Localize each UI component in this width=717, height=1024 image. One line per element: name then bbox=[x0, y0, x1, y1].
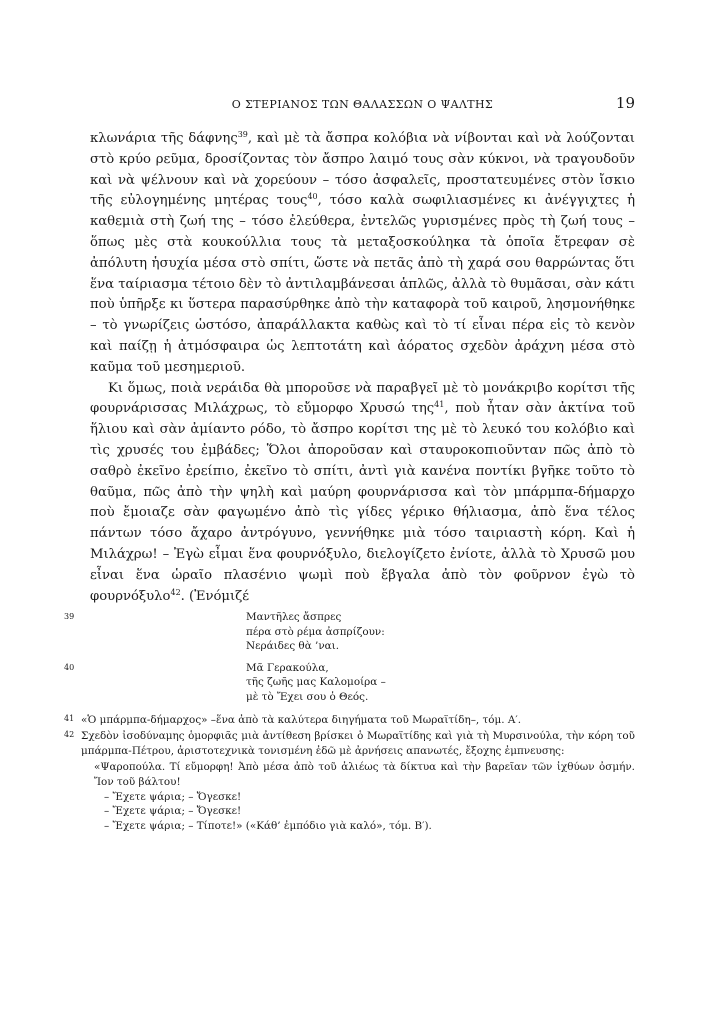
paragraph-text: Κι ὅμως, ποιὰ νεράιδα θὰ μποροῦσε νὰ παραβγεῖ μὲ τὸ μονάκριβο κορίτσι τῆς φουρνάρισσας Μιλάχρως, τὸ εὔμορφο Χρυσώ της bbox=[90, 380, 635, 417]
quote-text: «Ψαροπούλα. Τί εὔμορφη! Ἀπὸ μέσα ἀπὸ τοῦ ἁλιέως τὰ δίκτυα καὶ τὴν βαρεῖαν τῶν ἰχθύων ὀσμήν. Ἴον τοῦ βάλτου! bbox=[94, 761, 635, 788]
footnote-ref-42: 42 bbox=[170, 587, 181, 597]
footnote-40 bbox=[64, 661, 635, 705]
footnote-number: 42 bbox=[64, 730, 75, 740]
running-head bbox=[90, 96, 635, 114]
paragraph-text: , ποὺ ἦταν σὰν ἀκτίνα τοῦ ἥλιου καὶ σὰν ἀμίαντο ρόδο, τὸ ἄσπρο κορίτσι της μὲ τὸ λευκό του κολόβιο καὶ τὶς χρυσές του ἐμβάδες; Ὅλοι ἀποροῦσαν καὶ σταυροκοπιοῦνταν πῶς ἀπὸ τὸ σαθρὸ ἐκεῖνο ἐρείπιο, ἐκεῖνο τὸ σπίτι, ἀντὶ γιὰ κανένα ποντίκι βγῆκε τοῦτο τὸ θαῦμα, πῶς ἀπὸ τὴν ψηλὴ καὶ μαύρη φουρνάρισσα καὶ τὸν μπάρμπα-δήμαρχο ποὺ ἔμοιαζε σὰν φαγωμένο ἀπὸ τὶς γίδες γέρικο θήλιασμα, ἀπὸ ἕνα τέλος πάντων τόσο ἄχαρο ἀντρόγυνο, γεννήθηκε μιὰ τόσο ταιριαστὴ κόρη. Καὶ ἡ Μιλάχρω! – Ἐγὼ εἶμαι ἕνα φουρνόξυλο, διελογίζετο ἐνίοτε, ἀλλὰ τὸ Χρυσῶ μου εἶναι ἕνα ὡραῖο πλασένιο ψωμὶ ποὺ ἔβγαλα ἀπὸ τὸν φοῦρνον ἐγὼ τὸ φουρνόξυλο bbox=[90, 401, 635, 604]
paragraph-text: . (Ἐνόμιζέ bbox=[180, 588, 250, 604]
footnote-number: 41 bbox=[64, 713, 75, 723]
verse-line: Μᾶ Γερακούλα, bbox=[246, 661, 329, 674]
paragraph-2 bbox=[90, 379, 635, 608]
paragraph-1 bbox=[90, 129, 635, 379]
footnote-text: «Ὁ μπάρμπα-δήμαρχος» –ἕνα ἀπὸ τὰ καλύτερα διηγήματα τοῦ Μωραϊτίδη–, τόμ. Α′. bbox=[81, 713, 522, 726]
footnote-39 bbox=[64, 610, 635, 654]
dialogue-line: – Ἔχετε ψάρια; – Ὄγεσκε! bbox=[104, 805, 242, 818]
paragraph-text: , καὶ μὲ τὰ ἄσπρα κολόβια νὰ νίβονται καὶ νὰ λούζονται στὸ κρύο ρεῦμα, δροσίζοντας τὸν ἄσπρο λαιμό τους σὰν κύκνοι, νὰ τραγουδοῦν καὶ νὰ ψέλνουν καὶ νὰ χορεύουν – τόσο ἀσφαλεῖς, προστατευμένες στὸν ἴσκιο τῆς εὐλογημένης μητέρας τους bbox=[90, 131, 635, 209]
dialogue-line: – Ἔχετε ψάρια; – Τίποτε!» («Κάθ’ ἐμπόδιο γιὰ καλό», τόμ. Β′). bbox=[104, 819, 432, 832]
footnotes bbox=[64, 610, 635, 833]
footnote-text: Σχεδὸν ἰσοδύναμης ὁμορφιᾶς μιὰ ἀντίθεση βρίσκει ὁ Μωραϊτίδης καὶ γιὰ τὴ Μυρσινούλα, τὴν κόρη τοῦ μπάρμπα-Πέτρου, ἀριστοτεχνικὰ τονισμένη ἐδῶ μὲ ἀρνήσεις απανωτές, ἔξοχης ἐμπνευσης: bbox=[81, 730, 635, 757]
main-text bbox=[90, 129, 635, 607]
footnote-ref-39: 39 bbox=[237, 130, 248, 139]
page-number: 19 bbox=[615, 94, 635, 112]
verse-line: μὲ τὸ Ἔχει σου ὁ Θεός. bbox=[246, 690, 369, 703]
paragraph-text: , τόσο καλὰ σωφιλιασμένες κι ἀνέγγιχτες ἡ καθεμιὰ στὴ ζωή της – τόσο ἐλεύθερα, ἐντελῶς γυρισμένες πρὸς τὴ ζωή τους – ὅπως μὲς στὰ κουκούλλια τους τὰ μεταξοσκούληκα τὰ ὁποῖα ἔτρεφαν σὲ ἀπόλυτη ἡσυχία μέσα στὸ σπίτι, ὥστε νὰ πετᾶς ἀπὸ τὴ χαρά σου θαρρώντας ὅτι ἕνα ταίριασμα τέτοιο δὲν τὸ ἀντιλαμβάνεσαι ἁπλῶς, ἀλλὰ τὸ θυμᾶσαι, σὰν κάτι ποὺ ὑπῆρξε κι ὕστερα παρασύρθηκε ἀπὸ τὴν καταφορὰ τοῦ καιροῦ, λησμονήθηκε – τὸ γνωρίζεις ὡστόσο, ἀπαράλλακτα καθὼς καὶ τὸ τί εἶναι πέρα εἰς τὸ κενὸν καὶ παίζῃ ἡ ἀτμόσφαιρα ὡς λεπτοτάτη καὶ ἀόρατος σχεδὸν ἀράχνη μέσα στὸ καῦμα τοῦ μεσημεριοῦ. bbox=[90, 193, 636, 375]
verse-line: Νεράιδες θὰ ’ναι. bbox=[246, 640, 340, 653]
running-title: Ο ΣΤΕΡΙΑΝΟΣ ΤΩΝ ΘΑΛΑΣΣΩΝ Ο ΨΑΛΤΗΣ bbox=[231, 98, 494, 111]
footnote-number: 39 bbox=[64, 612, 75, 621]
footnote-ref-41: 41 bbox=[434, 400, 445, 410]
footnote-number: 40 bbox=[64, 662, 75, 672]
verse-lines bbox=[246, 661, 635, 705]
footnote-ref-40: 40 bbox=[307, 192, 318, 202]
paragraph-text: κλωνάρια τῆς δάφνης bbox=[90, 131, 238, 146]
verse-line: τῆς ζωῆς μας Καλομοίρα – bbox=[246, 676, 386, 689]
footnote-quote bbox=[64, 760, 635, 833]
footnote-42 bbox=[64, 729, 635, 758]
dialogue-line: – Ἔχετε ψάρια; – Ὄγεσκε! bbox=[104, 790, 242, 803]
verse-lines bbox=[246, 610, 635, 654]
verse-line: πέρα στὸ ρέμα ἀσπρίζουν: bbox=[246, 625, 385, 638]
footnote-41 bbox=[64, 713, 635, 728]
verse-line: Μαντῆλες ἄσπρες bbox=[246, 611, 342, 623]
